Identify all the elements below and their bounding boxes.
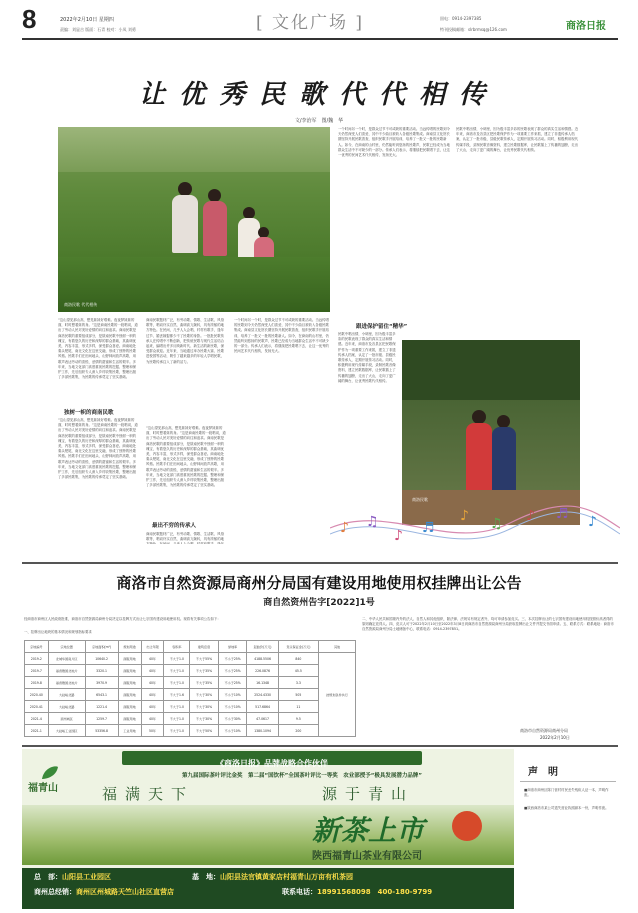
table-cell: 40年 [141,689,164,701]
table-header-row [25,641,356,653]
music-notes-decoration [330,498,620,558]
table-cell: 北城华园南片区 [48,653,85,665]
table-cell: 不大于30% [190,701,219,713]
header-date: 2022年2月10日 星期四 [60,17,114,23]
photo-singers-tea-field [58,127,330,312]
notice-issuer: 商洛市自然资源局商州分局 [520,728,568,733]
tea-advertisement [22,749,514,909]
table-cell: 商服用地 [118,665,141,677]
ad-awards-line: 第九届国际茶叶评比金奖 第二届“国饮杯”全国茶叶评比一等奖 农业部授予“极具发展潜力品牌” [182,773,422,779]
table-cell: 505 [278,689,318,701]
table-cell: 不大于1.0 [164,677,190,689]
table-cell: 226.0876 [247,665,278,677]
table-cell: 不大于1.0 [164,713,190,725]
col-header: 出让年限 [141,641,164,653]
table-cell: 不大于50% [190,725,219,737]
ad-company: 陕西福青山茶业有限公司 [312,851,422,862]
col-header: 宗地位置 [48,641,85,653]
table-row [25,689,356,701]
table-cell: 1221.4 [85,701,118,713]
article-col1-text: “这山望见那山高，想见妹妹好艰难。夜夜梦妹妹的面，时时想着妹的身。”这是商南民歌的一段唱词，道出了劳动人民对美好爱情的向往和追求。商南民歌是商洛民歌的重要组成部分，是陕南民歌中独树一帜的瑰宝，有着悠久的历史和深厚的群众基础，其曲调优美，内容丰富，形式多样，深受群众喜爱。商南地处秦头楚尾，南北文化在这里交融，形成了独特的民歌风格。民歌手们在田间地头、山野林间放声高歌，用歌声表达劳动的喜悦、爱情的甜蜜和生活的艰辛。多年来，当地文化部门高度重视民歌的挖掘、整理和保护工作，先后组织专人深入乡村收集民歌，整理出版了多部民歌集，为民歌的传承奠定了坚实基础。 [58,318,138,380]
header-phone: 固电：0914-2397385 [440,16,482,21]
svg-text:♫: ♫ [366,514,379,530]
svg-text:♪: ♪ [526,508,535,524]
article-col2-text-c: 商南民歌题材广泛，有劳动歌、情歌、生活歌、风俗歌等，唱词朴实自然，曲调高亢婉转，具有浓郁的地 [146,532,224,542]
table-row [25,713,356,725]
subheading-1: 独树一帜的商南民歌 [64,410,114,416]
col-header: 宗地面积(m²) [85,641,118,653]
table-cell: 不大于35% [190,677,219,689]
base-label: 基 地： [192,873,220,881]
table-cell: 1259.7 [85,713,118,725]
svg-text:♪: ♪ [460,508,469,524]
statement-box [520,749,616,909]
table-cell: 3.3 [278,677,318,689]
dealer-label: 商州总经销： [34,888,76,896]
svg-text:♬: ♬ [556,506,569,522]
table-cell: 517.6864 [247,701,278,713]
statement-text-1: ■商洛市商州区陈门营村村民丢失残疾人证一本，声明作废。 [524,788,609,798]
table-cell: 2020-40 [25,689,49,701]
photo2-caption: 商洛民歌 [412,497,428,502]
table-cell: 不大于1.6 [164,689,190,701]
table-cell: 9.5 [278,713,318,725]
table-row [25,665,356,677]
col-header: 起始价(万元) [247,641,278,653]
ad-slogan-left: 福满天下 [102,785,195,803]
table-cell-other: 按规划条件执行 [319,653,356,737]
table-cell: 4188.5506 [247,653,278,665]
ad-banner [122,751,422,768]
table-cell: 不小于25% [218,653,247,665]
table-cell: 不大于55% [190,653,219,665]
table-cell: 商州城区 [48,713,85,725]
table-cell: 200 [278,725,318,737]
table-cell: 不小于25% [218,677,247,689]
article-col4-text: 一个时间另一个时，是群众过节不可或缺的重要活动。当远传唱的民歌到今天仍然深受人们喜爱，其中不少曲目被收入各级民歌集成。商南县文化馆长期坚持开展民歌普查，组织民歌手开展培训，培养了一批又一批的民歌新人。如今，在商南的山村里，仍然能听到悠扬的民歌声，民歌已经成为当地群众生活中不可缺少的一部分。传承人们表示，将继续把民歌唱下去，让这一优秀的民间艺术代代相传，发扬光大。 [338,127,450,158]
table-cell: 不大于1.0 [164,701,190,713]
table-cell: 丽香雅园北地片 [48,665,85,677]
table-cell: 商服用地 [118,653,141,665]
col-header: 容积率 [164,641,190,653]
land-parcel-table [24,640,356,737]
table-cell: 商服用地 [118,689,141,701]
table-cell: 47.0617 [247,713,278,725]
col-header: 规划用途 [118,641,141,653]
table-cell: 不大于35% [190,665,219,677]
table-cell: 40年 [141,713,164,725]
ad-big-text: 新茶上市 [312,814,425,847]
col-header: 宗地编号 [25,641,49,653]
table-cell: 不小于10% [218,725,247,737]
table-cell: 不大于1.0 [164,653,190,665]
table-row [25,653,356,665]
table-cell: 大赵峪北路 [48,701,85,713]
svg-text:♪: ♪ [340,520,349,536]
ad-slogan-right: 源于青山 [322,785,415,803]
section-title: [ 文化广场 ] [255,13,365,33]
article-col4-text-b: 民歌中唱出情，小调里，因为极丰富多彩的民歌表现了群众的真实生活和情感。近年来，商洛市及各县区把民歌保护作为一项重要工作来抓，建立了非遗传承人档案，认定了一批市级、县级民歌传承人，定期开展传习活动。同时，积极利用现代传媒手段，录制民歌音像资料，建立民歌数据库，让民歌插上了传播的翅膀，走出了大山，走向了更广阔的舞台，让优秀民歌代代相传。 [338,332,396,383]
table-cell: 2019-7 [25,665,49,677]
table-cell: 不大于1.0 [164,665,190,677]
table-cell: 大赵峪工业园区 [48,725,85,737]
table-cell: 商服用地 [118,713,141,725]
table-cell: 丽香雅园北地片 [48,677,85,689]
table-cell: 16.1348 [247,677,278,689]
statement-title: 声 明 [528,767,558,778]
notice-table-caption: 一、挂牌出让地块的基本情况和规划指标要求 [24,630,92,634]
phone-label: 联系电话： [282,888,317,896]
svg-text:♬: ♬ [422,520,435,536]
photo1-caption: 商洛民歌 代代相传 [64,302,98,307]
table-cell: 大赵峪北路 [48,689,85,701]
article-col2-text-b: “这山望见那山高，想见妹妹好艰难。夜夜梦妹妹的面，时时想着妹的身。”这是商南民歌的一段唱词，道出了劳动人民对美好爱情的向往和追求。商南民歌是商洛民歌的重要组成部分，是陕南民歌中独树一帜的瑰宝，有着悠久的历史和深厚的群众基础，其曲调优美，内容丰富，形式多样，深受群众喜爱。商南地处秦头楚尾，南北文化在这里交融，形成了独特的民歌风格。民歌手们在田间地头、山野林间放声高歌，用歌声表达劳动的喜悦、爱情的甜蜜和生活的艰辛。多年来，当地文化部门高度重视民歌的挖掘、整理和保护工作，先后组织专人深入乡村收集民歌，整理出版了多部民歌集，为民歌的传承奠定了坚实基础。 [146,426,226,488]
table-row [25,677,356,689]
article-col1-text-b: “这山望见那山高，想见妹妹好艰难。夜夜梦妹妹的面，时时想着妹的身。”这是商南民歌的一段唱词，道出了劳动人民对美好爱情的向往和追求。商南民歌是商洛民歌的重要组成部分，是陕南民歌中独树一帜的瑰宝，有着悠久的历史和深厚的群众基础，其曲调优美，内容丰富，形式多样，深受群众喜爱。商南地处秦头楚尾，南北文化在这里交融，形成了独特的民歌风格。民歌手们在田间地头、山野林间放声高歌，用歌声表达劳动的喜悦、爱情的甜蜜和生活的艰辛。多年来，当地文化部门高度重视民歌的挖掘、整理和保护工作，先后组织专人深入乡村收集民歌，整理出版了多部民歌集，为民歌的传承奠定了坚实基础。 [58,418,138,480]
col-header: 绿地率 [218,641,247,653]
notice-title: 商洛市自然资源局商州分局国有建设用地使用权挂牌出让公告 [116,574,522,592]
table-cell: 商服用地 [118,701,141,713]
ad-phone: 18991568098 400-180-9799 [317,888,433,896]
section-name: 文化广场 [272,13,348,33]
table-row [25,701,356,713]
table-cell: 840 [278,653,318,665]
table-cell: 40年 [141,653,164,665]
table-cell: 不大于1.0 [164,725,190,737]
table-cell: 不小于10% [218,701,247,713]
table-cell: 3970.9 [85,677,118,689]
table-row [25,725,356,737]
col-header: 建筑密度 [190,641,219,653]
table-cell: 商服用地 [118,677,141,689]
table-cell: 40年 [141,665,164,677]
table-cell: 不大于30% [190,713,219,725]
page-number: 8 [22,4,37,34]
subheading-2: 最出不穷的传承人 [152,523,197,529]
header-rule [22,38,618,40]
notice-top-rule [22,562,618,564]
ad-top-rule [22,745,618,747]
table-cell: 2019-2 [25,653,49,665]
table-cell: 2021-1 [25,725,49,737]
dealer-address: 商州区州城路天竺山社区直营店 [76,888,174,896]
table-cell: 40年 [141,701,164,713]
base-address: 山阳县法官镇黄家店村福青山万亩有机茶园 [220,873,353,881]
subheading-3: 跟进保护留住“精华” [356,324,408,330]
col-header: 竞买保证金(万元) [278,641,318,653]
notice-date: 2022年2月10日 [540,735,570,740]
table-cell: 40年 [141,677,164,689]
table-cell: 不小于25% [218,665,247,677]
table-cell: 50年 [141,725,164,737]
notice-right-text: 二、中华人民共和国境内外的法人、自然人和其他组织，除法律、法规另有规定者外，均可申请参加竞买。三、本次挂牌出让的七宗国有建设用地使用权按照价高者得的原则确定竞得人。四、竞买人可于2022年2月10日至2022年3月8日到商洛市自然资源局商州分局获取挂牌出让文件并提交书面申请。五、联系方式：联系地址：商洛市自然资源局商州分局土地储备中心，联系电话：0914-2397851。 [362,617,614,632]
table-cell: 2020-41 [25,701,49,713]
ad-banner-text: 《商洛日报》品牌战略合作伙伴 [216,759,328,768]
table-cell: 53356.8 [85,725,118,737]
table-cell: 1380.1094 [247,725,278,737]
article-col2-text: 商南民歌题材广泛，有劳动歌、情歌、生活歌、风俗歌等，唱词朴实自然，曲调高亢婉转，具有浓郁的地方特色。在民间，几乎人人会唱，村村有歌手，逢年过节、婚丧嫁娶都少不了民歌的身影。一批批民歌传承人在传唱中不断创新，把传统民歌与现代生活结合起来，编唱出许多反映新时代、新生活的新民歌，深受群众欢迎。近年来，当地通过举办民歌大赛、民歌进校园等活动，吸引了越来越多的年轻人学唱民歌，为民歌传承注入了新的活力。 [146,318,224,364]
ad-brand-logo [28,767,78,794]
table-cell: 不小于10% [218,689,247,701]
svg-text:♪: ♪ [588,514,597,530]
article-col3-text: 一个时间另一个时，是群众过节不可或缺的重要活动。当远传唱的民歌到今天仍然深受人们喜爱，其中不少曲目被收入各级民歌集成。商南县文化馆长期坚持开展民歌普查，组织民歌手开展培训，培养了一批又一批的民歌新人。如今，在商南的山村里，仍然能听到悠扬的民歌声，民歌已经成为当地群众生活中不可缺少的一部分。传承人们表示，将继续把民歌唱下去，让这一优秀的民间艺术代代相传，发扬光大。 [234,318,329,354]
notice-subtitle: 商自然资州告字[2022]1号 [263,598,375,608]
table-cell: 3320.1 [85,665,118,677]
table-cell: 不小于30% [218,713,247,725]
hq-address: 山阳县工业园区 [62,873,111,881]
svg-text:♪: ♪ [394,528,403,544]
header-editor-line: 责编：刘显吉 版面：石青 校对：小凤 刘勇 [60,27,136,32]
table-cell: 10640.2 [85,653,118,665]
table-cell: 2019-8 [25,677,49,689]
table-cell: 工业用地 [118,725,141,737]
table-cell: 6543.1 [85,689,118,701]
table-cell: 2524.4330 [247,689,278,701]
col-header: 其他 [319,641,356,653]
table-cell: 不大于30% [190,689,219,701]
table-cell: 11 [278,701,318,713]
header-email: 特刊投稿邮箱：slrbrmsq@126.com [440,27,507,32]
brand-logo: 商洛日报 [566,21,606,32]
table-cell: 45.5 [278,665,318,677]
statement-text-2: ■陕西商洛市某公司遗失营业执照副本一份，声明作废。 [524,806,609,811]
article-title: 让优秀民歌代代相传 [138,80,499,110]
ad-season-badge [452,811,482,841]
notice-intro: 经商洛市商州区人民政府批准，商洛市自然资源局商州分局决定以挂牌方式出让七宗国有建设用地使用权。现将有关事项公告如下： [24,617,221,621]
hq-label: 总 部： [34,873,62,881]
svg-text:♫: ♫ [490,516,503,532]
ad-tea-field-image [22,805,514,865]
ad-footer [22,868,514,909]
article-byline: 文/李治军 图/魏 华 [294,118,344,124]
article-col5-text: 民歌中唱出情，小调里，因为极丰富多彩的民歌表现了群众的真实生活和情感。近年来，商洛市及各县区把民歌保护作为一项重要工作来抓，建立了非遗传承人档案，认定了一批市级、县级民歌传承人，定期开展传习活动。同时，积极利用现代传媒手段，录制民歌音像资料，建立民歌数据库，让民歌插上了传播的翅膀，走出了大山，走向了更广阔的舞台，让优秀民歌代代相传。 [456,127,579,152]
ad-logo-text: 福青山 [28,783,58,794]
table-cell: 2021-4 [25,713,49,725]
